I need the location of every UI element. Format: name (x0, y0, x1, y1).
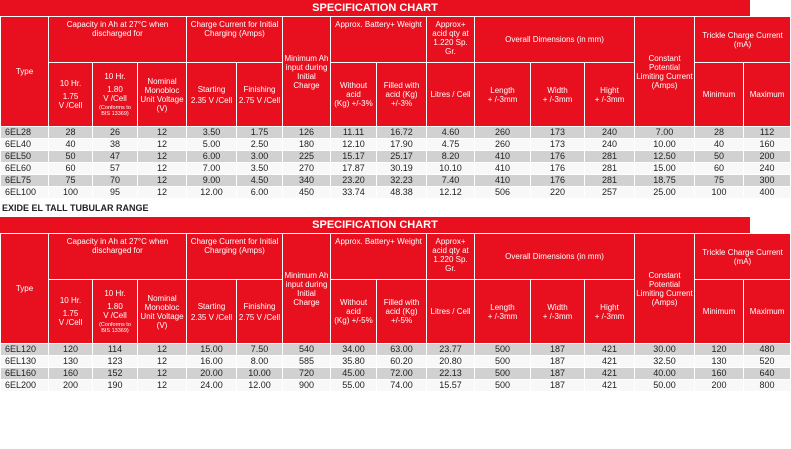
table-row (1, 163, 791, 175)
table-cell: 480 (744, 344, 791, 356)
table-cell: 114 (93, 344, 138, 356)
table-cell: 17.90 (377, 139, 427, 151)
table-cell: 12.00 (187, 187, 237, 199)
table-cell: 23.77 (427, 344, 475, 356)
table-cell: 7.00 (187, 163, 237, 175)
table-cell: 7.40 (427, 175, 475, 187)
header-10hr-180: 10 Hr. 1.80 V /Cell (Conforms to BIS 13369) (93, 280, 138, 344)
table-cell: 2.50 (237, 139, 283, 151)
table-cell: 12 (138, 380, 187, 392)
table-cell: 48.38 (377, 187, 427, 199)
header-approx-weight: Approx. Battery+ Weight (331, 17, 427, 63)
table-cell: 47 (93, 151, 138, 163)
table-cell: 38 (93, 139, 138, 151)
header-trickle-min: Minimum (695, 280, 744, 344)
table-cell: 60.20 (377, 356, 427, 368)
header-nominal-voltage: Nominal Monobloc Unit Voltage (V) (138, 63, 187, 127)
table-cell: 500 (475, 344, 531, 356)
table-cell: 55.00 (331, 380, 377, 392)
header-type: Type (1, 17, 49, 127)
table-cell: 50.00 (635, 380, 695, 392)
table-cell: 75 (695, 175, 744, 187)
table-cell: 585 (283, 356, 331, 368)
header-trickle: Trickle Charge Current (mA) (695, 234, 791, 280)
table-cell: 18.75 (635, 175, 695, 187)
battery-type-cell: 6EL75 (1, 175, 49, 187)
table-cell: 16.00 (187, 356, 237, 368)
table-cell: 32.23 (377, 175, 427, 187)
table-cell: 12 (138, 368, 187, 380)
table-cell: 15.17 (331, 151, 377, 163)
header-trickle: Trickle Charge Current (mA) (695, 17, 791, 63)
table-cell: 187 (531, 356, 585, 368)
header-starting: Starting 2.35 V /Cell (187, 280, 237, 344)
table-cell: 421 (585, 380, 635, 392)
header-without-acid: Without acid (Kg) +/-3% (331, 63, 377, 127)
table-cell: 17.87 (331, 163, 377, 175)
table-cell: 15.57 (427, 380, 475, 392)
table-cell: 32.50 (635, 356, 695, 368)
table-cell: 410 (475, 175, 531, 187)
table-cell: 22.13 (427, 368, 475, 380)
table-cell: 540 (283, 344, 331, 356)
table-cell: 173 (531, 139, 585, 151)
header-litres: Litres / Cell (427, 280, 475, 344)
table-cell: 173 (531, 127, 585, 139)
table-cell: 281 (585, 151, 635, 163)
table-cell: 506 (475, 187, 531, 199)
table-cell: 20.00 (187, 368, 237, 380)
battery-type-cell: 6EL60 (1, 163, 49, 175)
table-cell: 12.50 (635, 151, 695, 163)
table-cell: 26 (93, 127, 138, 139)
table-cell: 40 (695, 139, 744, 151)
spec-table-2-body (1, 344, 791, 392)
table-cell: 500 (475, 380, 531, 392)
header-min-ah: Minimum Ah input during Initial Charge (283, 17, 331, 127)
table-cell: 15.00 (635, 163, 695, 175)
table-cell: 421 (585, 344, 635, 356)
table-cell: 500 (475, 356, 531, 368)
table-row (1, 356, 791, 368)
table-cell: 28 (49, 127, 93, 139)
spec-table-1-body (1, 127, 791, 199)
table-cell: 10.10 (427, 163, 475, 175)
table-cell: 45.00 (331, 368, 377, 380)
table-cell: 240 (744, 163, 791, 175)
header-10hr-180: 10 Hr. 1.80 V /Cell (Conforms to BIS 13369) (93, 63, 138, 127)
table-row (1, 187, 791, 199)
table-cell: 4.75 (427, 139, 475, 151)
table-row (1, 175, 791, 187)
table-cell: 260 (475, 139, 531, 151)
table-cell: 15.00 (187, 344, 237, 356)
table-row (1, 127, 791, 139)
table-cell: 180 (283, 139, 331, 151)
battery-type-cell: 6EL130 (1, 356, 49, 368)
table-cell: 187 (531, 380, 585, 392)
table-cell: 100 (49, 187, 93, 199)
table-cell: 4.50 (237, 175, 283, 187)
table-cell: 640 (744, 368, 791, 380)
header-length: Length + /-3mm (475, 280, 531, 344)
table-cell: 126 (283, 127, 331, 139)
header-finishing: Finishing 2.75 V /Cell (237, 63, 283, 127)
header-overall-dimensions: Overall Dimensions (in mm) (475, 17, 635, 63)
header-height: Hight + /-3mm (585, 280, 635, 344)
spec-chart-title-1: SPECIFICATION CHART (0, 0, 750, 16)
header-charge-current: Charge Current for Initial Charging (Amps) (187, 234, 283, 280)
table-cell: 4.60 (427, 127, 475, 139)
battery-type-cell: 6EL120 (1, 344, 49, 356)
table-cell: 10.00 (635, 139, 695, 151)
table-cell: 24.00 (187, 380, 237, 392)
header-overall-dimensions: Overall Dimensions (in mm) (475, 234, 635, 280)
table-cell: 3.50 (237, 163, 283, 175)
table-cell: 270 (283, 163, 331, 175)
table-cell: 50 (695, 151, 744, 163)
table-cell: 300 (744, 175, 791, 187)
table-cell: 410 (475, 163, 531, 175)
table-cell: 12 (138, 356, 187, 368)
battery-type-cell: 6EL28 (1, 127, 49, 139)
table-cell: 12 (138, 163, 187, 175)
header-filled-acid: Filled with acid (Kg) +/-5% (377, 280, 427, 344)
table-cell: 225 (283, 151, 331, 163)
table-cell: 130 (49, 356, 93, 368)
table-cell: 60 (49, 163, 93, 175)
header-starting: Starting 2.35 V /Cell (187, 63, 237, 127)
table-row (1, 368, 791, 380)
table-cell: 900 (283, 380, 331, 392)
header-filled-acid: Filled with acid (Kg) +/-3% (377, 63, 427, 127)
header-nominal-voltage: Nominal Monobloc Unit Voltage (V) (138, 280, 187, 344)
table-cell: 8.20 (427, 151, 475, 163)
table-cell: 23.20 (331, 175, 377, 187)
table-cell: 123 (93, 356, 138, 368)
table-cell: 63.00 (377, 344, 427, 356)
header-length: Length + /-3mm (475, 63, 531, 127)
table-cell: 30.00 (635, 344, 695, 356)
header-without-acid: Without acid (Kg) +/-5% (331, 280, 377, 344)
header-charge-current: Charge Current for Initial Charging (Amps) (187, 17, 283, 63)
battery-type-cell: 6EL160 (1, 368, 49, 380)
table-cell: 240 (585, 139, 635, 151)
table-cell: 7.50 (237, 344, 283, 356)
table-cell: 120 (695, 344, 744, 356)
header-type: Type (1, 234, 49, 344)
table-cell: 200 (49, 380, 93, 392)
table-cell: 187 (531, 368, 585, 380)
header-10hr-175: 10 Hr. 1.75 V /Cell (49, 280, 93, 344)
table-cell: 260 (475, 127, 531, 139)
table-cell: 12 (138, 151, 187, 163)
header-width: Width + /-3mm (531, 63, 585, 127)
header-litres: Litres / Cell (427, 63, 475, 127)
table-cell: 35.80 (331, 356, 377, 368)
table-cell: 12 (138, 187, 187, 199)
header-finishing: Finishing 2.75 V /Cell (237, 280, 283, 344)
table-cell: 72.00 (377, 368, 427, 380)
range-title: EXIDE EL TALL TUBULAR RANGE (0, 199, 750, 217)
table-cell: 12 (138, 175, 187, 187)
table-cell: 520 (744, 356, 791, 368)
table-cell: 130 (695, 356, 744, 368)
table-cell: 25.00 (635, 187, 695, 199)
table-cell: 50 (49, 151, 93, 163)
table-cell: 40 (49, 139, 93, 151)
table-row (1, 380, 791, 392)
table-cell: 9.00 (187, 175, 237, 187)
table-cell: 12 (138, 127, 187, 139)
header-approx-weight: Approx. Battery+ Weight (331, 234, 427, 280)
table-row (1, 139, 791, 151)
table-cell: 176 (531, 151, 585, 163)
table-cell: 720 (283, 368, 331, 380)
table-cell: 12 (138, 344, 187, 356)
table-cell: 160 (695, 368, 744, 380)
table-cell: 10.00 (237, 368, 283, 380)
header-capacity: Capacity in Ah at 27°C when discharged for (49, 17, 187, 63)
table-cell: 12.12 (427, 187, 475, 199)
table-cell: 421 (585, 356, 635, 368)
table-cell: 200 (695, 380, 744, 392)
table-cell: 500 (475, 368, 531, 380)
header-width: Width + /-3mm (531, 280, 585, 344)
header-acid-qty: Approx+ acid qty at 1.220 Sp. Gr. (427, 17, 475, 63)
table-cell: 33.74 (331, 187, 377, 199)
table-cell: 200 (744, 151, 791, 163)
table-cell: 190 (93, 380, 138, 392)
spec-chart-title-2: SPECIFICATION CHART (0, 217, 750, 233)
table-cell: 95 (93, 187, 138, 199)
table-cell: 176 (531, 163, 585, 175)
table-cell: 57 (93, 163, 138, 175)
table-cell: 112 (744, 127, 791, 139)
table-cell: 152 (93, 368, 138, 380)
table-cell: 410 (475, 151, 531, 163)
table-cell: 281 (585, 175, 635, 187)
table-cell: 257 (585, 187, 635, 199)
header-10hr-175: 10 Hr. 1.75 V /Cell (49, 63, 93, 127)
table-cell: 160 (744, 139, 791, 151)
battery-type-cell: 6EL40 (1, 139, 49, 151)
table-cell: 34.00 (331, 344, 377, 356)
header-min-ah: Minimum Ah input during Initial Charge (283, 234, 331, 344)
table-cell: 1.75 (237, 127, 283, 139)
table-cell: 12.00 (237, 380, 283, 392)
table-cell: 20.80 (427, 356, 475, 368)
header-trickle-min: Minimum (695, 63, 744, 127)
table-cell: 5.00 (187, 139, 237, 151)
table-cell: 281 (585, 163, 635, 175)
header-trickle-max: Maximum (744, 63, 791, 127)
header-cpl: Constant Potential Limiting Current (Amps) (635, 17, 695, 127)
table-cell: 12.10 (331, 139, 377, 151)
battery-type-cell: 6EL50 (1, 151, 49, 163)
table-cell: 176 (531, 175, 585, 187)
header-height: Hight + /-3mm (585, 63, 635, 127)
table-cell: 421 (585, 368, 635, 380)
table-cell: 187 (531, 344, 585, 356)
table-cell: 25.17 (377, 151, 427, 163)
battery-type-cell: 6EL100 (1, 187, 49, 199)
table-cell: 8.00 (237, 356, 283, 368)
header-capacity: Capacity in Ah at 27°C when discharged for (49, 234, 187, 280)
header-cpl: Constant Potential Limiting Current (Amps) (635, 234, 695, 344)
table-cell: 6.00 (187, 151, 237, 163)
spec-table-1 (0, 16, 791, 199)
table-cell: 12 (138, 139, 187, 151)
table-cell: 220 (531, 187, 585, 199)
table-row (1, 151, 791, 163)
table-cell: 400 (744, 187, 791, 199)
table-cell: 40.00 (635, 368, 695, 380)
battery-type-cell: 6EL200 (1, 380, 49, 392)
table-row (1, 344, 791, 356)
table-cell: 11.11 (331, 127, 377, 139)
table-cell: 340 (283, 175, 331, 187)
table-cell: 800 (744, 380, 791, 392)
table-cell: 240 (585, 127, 635, 139)
table-cell: 100 (695, 187, 744, 199)
table-cell: 3.50 (187, 127, 237, 139)
header-acid-qty: Approx+ acid qty at 1.220 Sp. Gr. (427, 234, 475, 280)
table-cell: 16.72 (377, 127, 427, 139)
table-cell: 70 (93, 175, 138, 187)
table-cell: 3.00 (237, 151, 283, 163)
table-cell: 450 (283, 187, 331, 199)
table-cell: 30.19 (377, 163, 427, 175)
table-cell: 120 (49, 344, 93, 356)
table-cell: 160 (49, 368, 93, 380)
table-cell: 6.00 (237, 187, 283, 199)
table-cell: 28 (695, 127, 744, 139)
spec-table-2 (0, 233, 791, 392)
table-cell: 74.00 (377, 380, 427, 392)
table-cell: 75 (49, 175, 93, 187)
header-trickle-max: Maximum (744, 280, 791, 344)
table-cell: 7.00 (635, 127, 695, 139)
table-cell: 60 (695, 163, 744, 175)
